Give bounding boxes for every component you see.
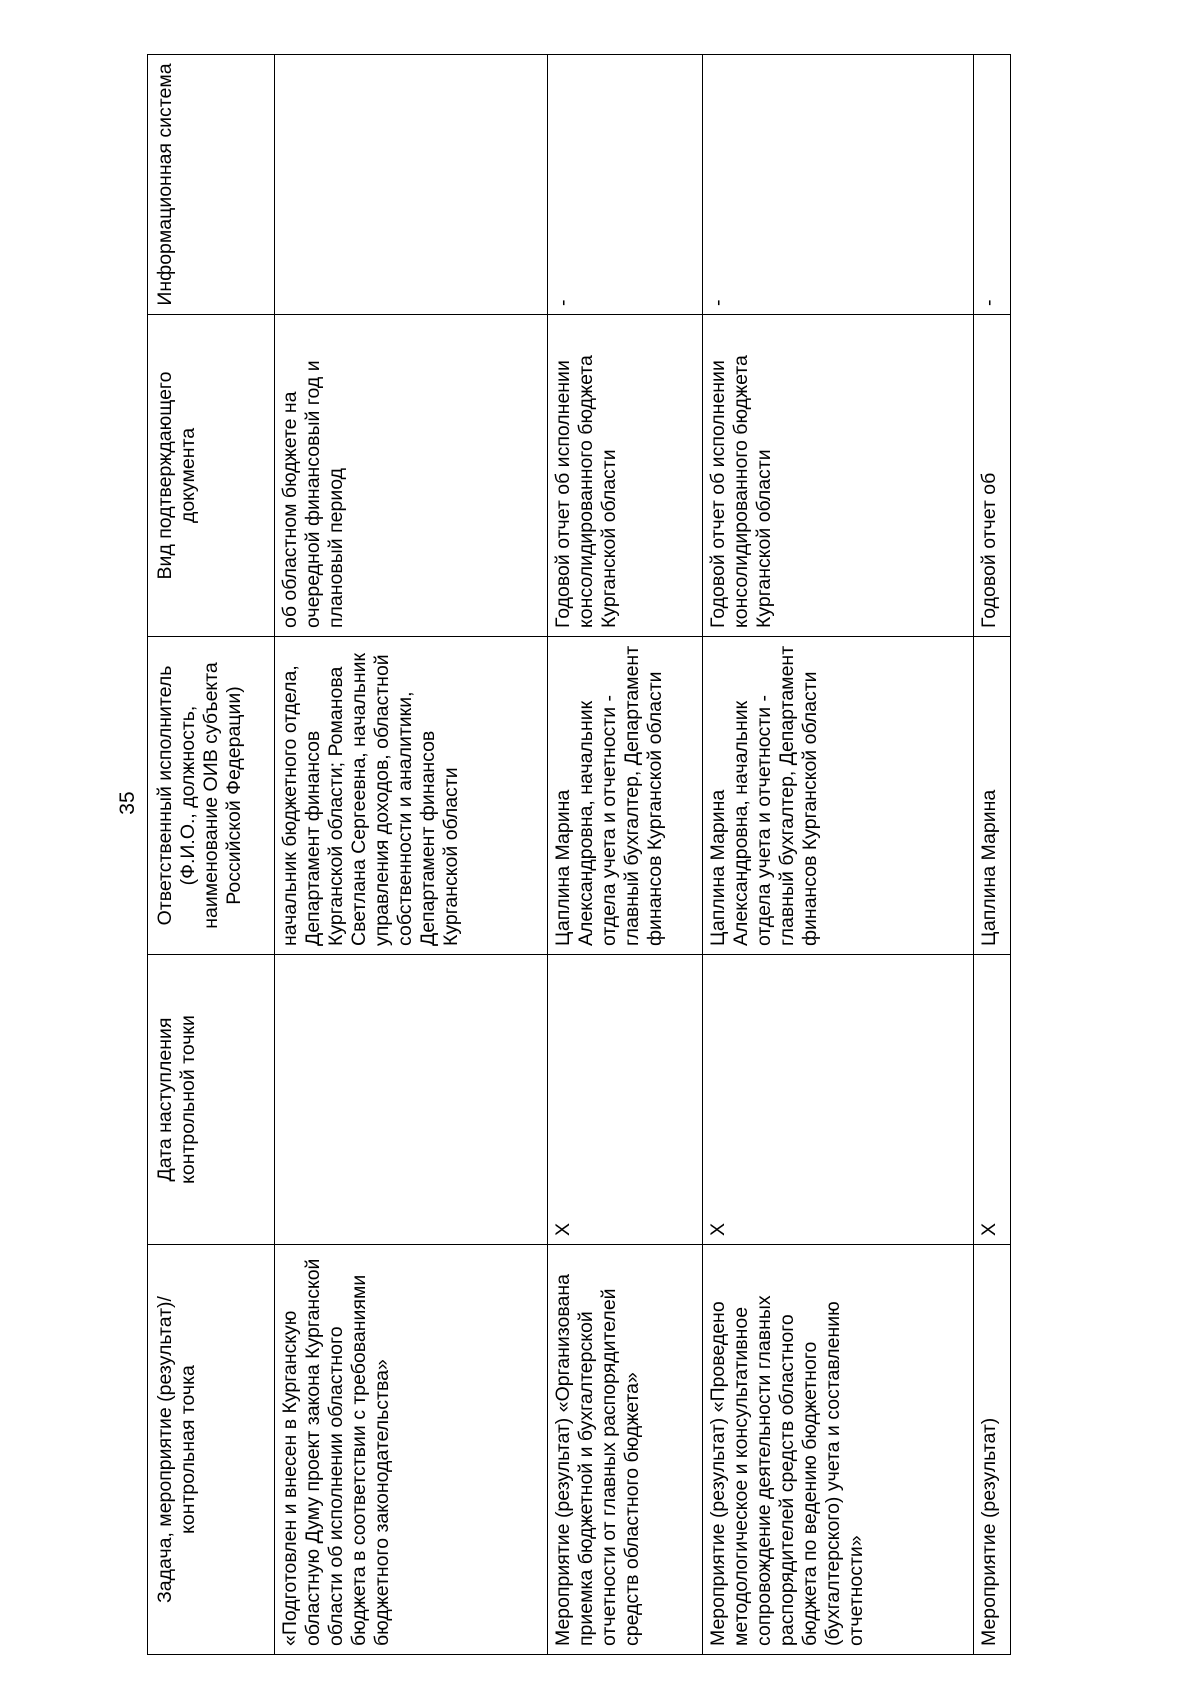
header-date: Дата наступления контрольной точки (148, 955, 275, 1245)
header-document: Вид подтверждающего документа (148, 315, 275, 637)
cell-date (275, 955, 548, 1245)
header-responsible: Ответственный исполнитель (Ф.И.О., должность, наименование ОИВ субъекта Российской Федерации) (148, 637, 275, 955)
cell-system: - (974, 55, 1011, 315)
table-row (548, 55, 703, 1655)
table-row (974, 55, 1011, 1655)
cell-responsible: начальник бюджетного отдела, Департамент финансов Курганской области; Романова Светлана Сергеевна, начальник управления доходов, областной собственности и аналитики, Департамент финансов Курганской области (275, 637, 548, 955)
cell-document: Годовой отчет об исполнении консолидированного бюджета Курганской области (548, 315, 703, 637)
table-row (703, 55, 974, 1655)
cell-document: Годовой отчет об исполнении консолидированного бюджета Курганской области (703, 315, 974, 637)
cell-task: Мероприятие (результат) (974, 1245, 1011, 1655)
table-row (275, 55, 548, 1655)
cell-date: X (703, 955, 974, 1245)
cell-document: Годовой отчет об (974, 315, 1011, 637)
cell-document: об областном бюджете на очередной финансовый год и плановый период (275, 315, 548, 637)
cell-responsible: Цаплина Марина Александровна, начальник отдела учета и отчетности - главный бухгалтер, Департамент финансов Курганской области (703, 637, 974, 955)
cell-system: - (548, 55, 703, 315)
cell-system: - (703, 55, 974, 315)
cell-responsible: Цаплина Марина Александровна, начальник отдела учета и отчетности - главный бухгалтер, Департамент финансов Курганской области (548, 637, 703, 955)
page-number: 35 (116, 791, 139, 815)
table-header-row (148, 55, 275, 1655)
header-task: Задача, мероприятие (результат)/контрольная точка (148, 1245, 275, 1655)
cell-task: Мероприятие (результат) «Организована приемка бюджетной и бухгалтерской отчетности от главных распорядителей средств областного бюджета» (548, 1245, 703, 1655)
rotated-table-container (147, 55, 1049, 1655)
cell-task: Мероприятие (результат) «Проведено методологическое и консультативное сопровождение деятельности главных распорядителей средств областного бюджета по ведению бюджетного (бухгалтерского) учета и составлению отчетности» (703, 1245, 974, 1655)
cell-date: X (548, 955, 703, 1245)
control-points-table (147, 54, 1011, 1655)
cell-date: X (974, 955, 1011, 1245)
cell-system (275, 55, 548, 315)
header-system: Информационная система (148, 55, 275, 315)
cell-responsible: Цаплина Марина (974, 637, 1011, 955)
cell-task: «Подготовлен и внесен в Курганскую областную Думу проект закона Курганской области об исполнении областного бюджета в соответствии с требованиями бюджетного законодательства» (275, 1245, 548, 1655)
